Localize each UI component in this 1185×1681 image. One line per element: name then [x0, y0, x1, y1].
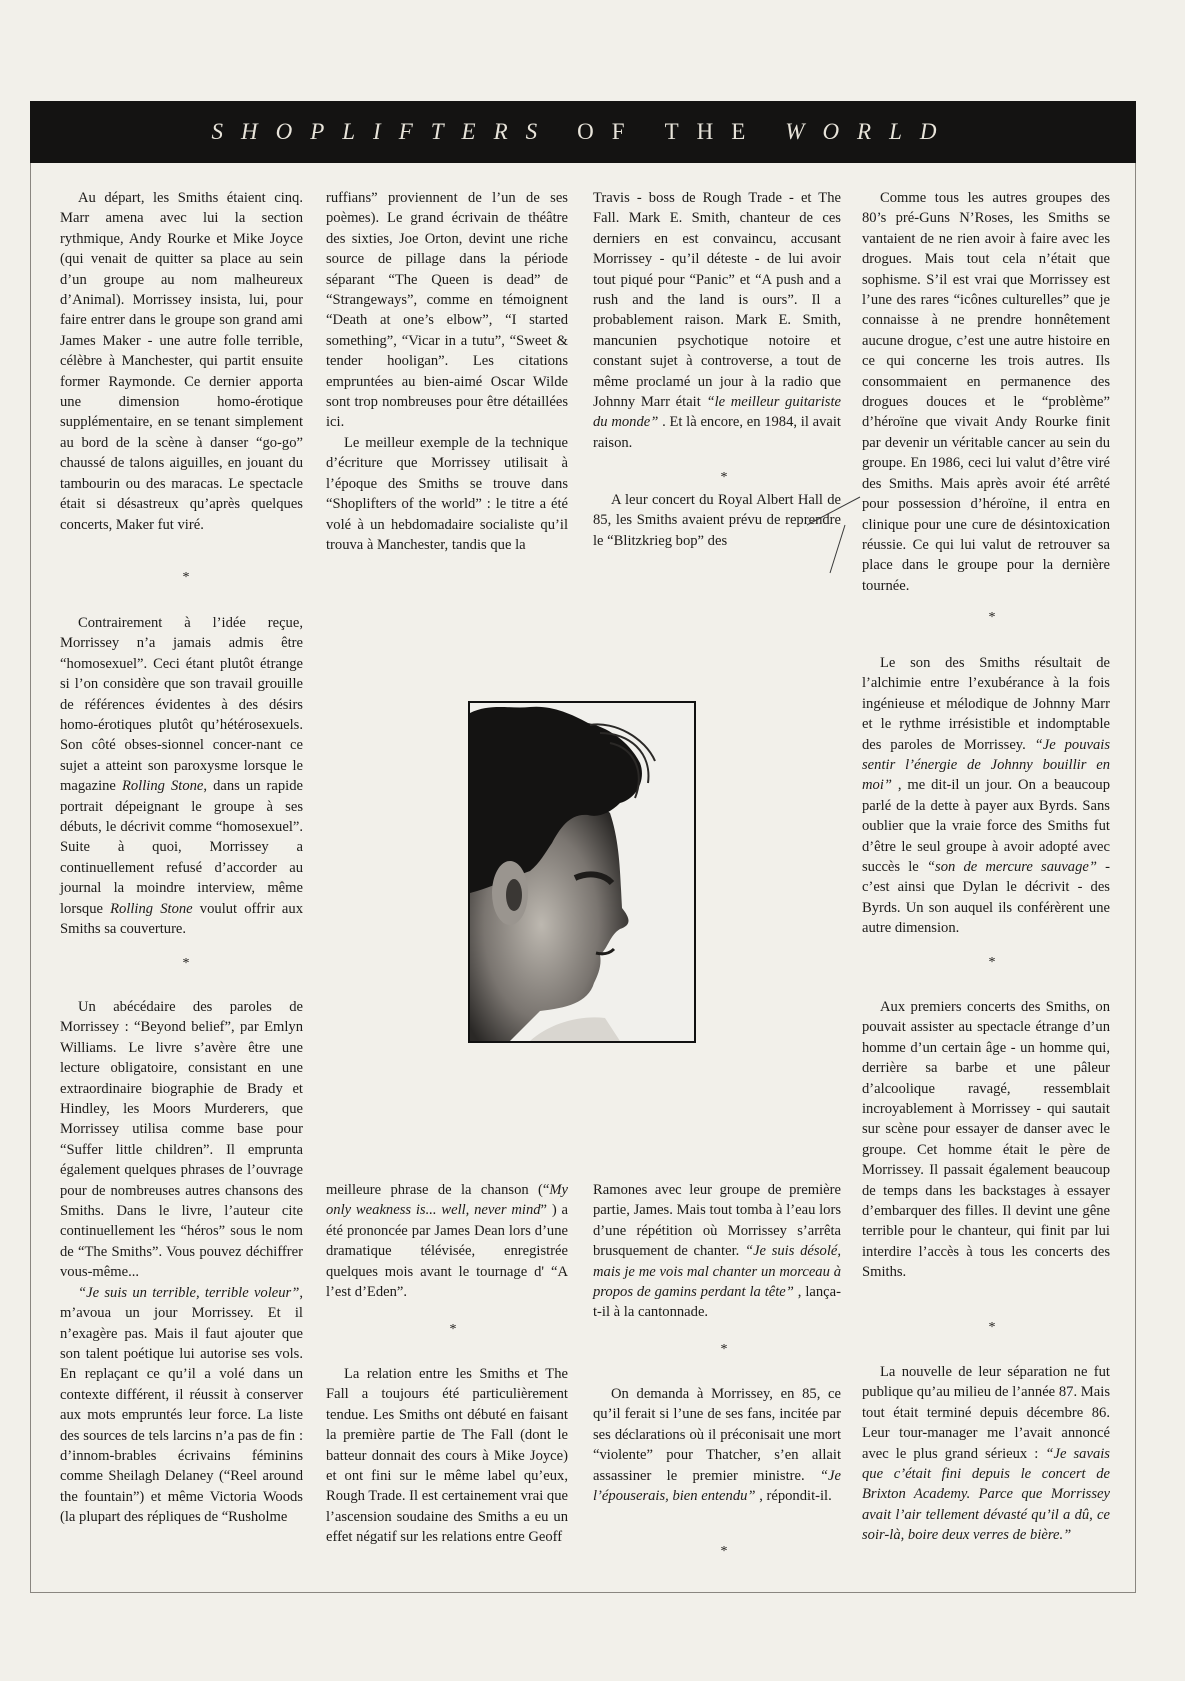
separator-star: *	[720, 1544, 728, 1559]
col3-paragraph-3	[593, 1180, 841, 1323]
paragraph-text: La relation entre les Smiths et The Fall a toujours été particulièrement tendue. Les Smiths ont débuté en faisant la première partie de The Fall (dont le batteur donnait des cours à Mike Joyce) et ont fini sur le même label qu’eux, Rough Trade. Il est certainement vrai que l’ascension soudaine des Smiths a eu un effet négatif sur les relations entre Geoff	[326, 1366, 568, 1546]
paragraph-text	[862, 653, 1110, 939]
text-run: On demanda à Morrissey, en 85, ce qu’il ferait si l’une de ses fans, incitée par ses déclarations où il préconisait une mort “violente” pour Thatcher, s’en allait assassiner le premier ministre.	[593, 1386, 841, 1484]
col1-paragraph-1	[60, 188, 303, 535]
text-run: Travis - boss de Rough Trade - et The Fall. Mark E. Smith, chanteur de ces derniers en est convaincu, accusant Morrissey - qu’il déteste - de lui avoir tout piqué pour “Panic” et “A push and a rush and the land is ours”. Il a probablement raison. Mark E. Smith, mancunien psychotique notoire et constant sujet à controverse, a tout de même proclamé un jour à la radio que Johnny Marr était	[593, 190, 841, 411]
text-run: Le son des Smiths résultait de l’alchimie entre l’exubérance à la fois ingénieuse et mélodique de Johnny Marr et le rythme irrésistible et indomptable des paroles de Morrissey.	[862, 655, 1110, 753]
title-word-3: THE	[664, 119, 764, 144]
article-title	[211, 119, 954, 145]
col3-paragraph-4	[593, 1384, 841, 1506]
quote: “Je pouvais sentir l’énergie de Johnny bouillir en moi”	[862, 736, 1110, 794]
paragraph-text	[326, 1180, 568, 1302]
portrait-image	[470, 703, 694, 1041]
title-word-2: OF	[577, 119, 643, 144]
col2-paragraph-4	[326, 1364, 568, 1548]
quote: “Je savais que c’était fini depuis le concert de Brixton Academy. Parce que Morrissey avait l’air tellement dévasté qu’il a dû, ce soir-là, boire deux verres de bière.”	[862, 1445, 1110, 1544]
separator-star: *	[182, 570, 190, 585]
col1-paragraph-2	[60, 613, 303, 940]
header-band	[30, 101, 1136, 163]
separator-star: *	[720, 1342, 728, 1357]
text-run: meilleure phrase de la chanson (“	[326, 1182, 550, 1198]
paragraph-text	[593, 1180, 841, 1323]
paragraph-text: Aux premiers concerts des Smiths, on pouvait assister au spectacle étrange d’un homme d’un certain âge - un homme qui, derrière sa barbe et une pâleur d’alcoolique ravagé, ressemblait incroyablement à Morrissey - qui sautait sur scène pour essayer de danser avec le groupe. Cet homme était le père de Morrissey. Il passait également beaucoup de temps dans les backstages à essayer d’embarquer des filles. Il devint une gêne terrible pour le chanteur, qui finit par lui interdire l’accès à tous les concerts des Smiths.	[862, 999, 1110, 1281]
magazine-name: Rolling Stone	[121, 778, 204, 795]
col4-paragraph-3	[862, 997, 1110, 1283]
separator-star: *	[988, 955, 996, 970]
text-run: , m’avoua un jour Morrissey. Et il n’exagère pas. Mais il faut ajouter que son talent poétique lui autorise ses vols. En replaçant ce qu’il a volé dans un contexte différent, il réussit à conserver aux mots empruntés leur force. La liste des sources de tels larcins n’a pas de fin : d’innom-brables écrivains féminins comme Sheilagh Delaney (“Reel around the fountain”) et même Victoria Woods (la plupart des répliques de “Rusholme	[60, 1284, 303, 1526]
separator-star: *	[449, 1322, 457, 1337]
text-run: Ramones avec leur groupe de première partie, James. Mais tout tomba à l’eau lors d’une répétition où Morrissey s’arrêta brusquement de chanter.	[593, 1182, 841, 1260]
col3-paragraph-1	[593, 188, 841, 453]
quote: “son de mercure sauvage”	[926, 859, 1097, 876]
col3-paragraph-2	[593, 490, 841, 551]
separator-star: *	[988, 1320, 996, 1335]
text-run: , me dit-il un jour. On a beaucoup parlé de la dette à payer aux Byrds. Sans oublier que la vraie force des Smiths fut d’être le seul groupe à avoir adopté avec succès le	[862, 777, 1110, 876]
col4-paragraph-4	[862, 1362, 1110, 1546]
quote: My only weakness is... well, never mind	[326, 1182, 568, 1219]
col2-paragraph-3	[326, 1180, 568, 1302]
paragraph-text: Comme tous les autres groupes des 80’s pré-Guns N’Roses, les Smiths se vantaient de ne rien avoir à faire avec les drogues. Mais tout cela n’était que sophisme. S’il est vrai que Morrissey est l’une des rares “icônes culturelles” que je connaisse à ne prendre honnêtement aucune drogue, c’est une autre histoire en ce qui concerne les trois autres. Ils consommaient en permanence des drogues douces et le “problème” d’héroïne que vivait Andy Rourke finit par devenir un véritable cancer au sein du groupe. En 1986, ceci lui valut d’être viré des Smiths. Mais après avoir été arrêté pour possession d’héroïne, il entra en clinique pour une cure de désintoxication réussie. Ce qui lui valut de retrouver sa place dans le groupe pour la dernière tournée.	[862, 190, 1110, 594]
text-run: Contrairement à l’idée reçue, Morrissey n’a jamais admis être “homosexuel”. Ceci étant plutôt étrange si l’on considère que son travail grouille de références évidentes à des désirs homo-érotiques plutôt qu’hétérosexuels. Son côté obses-sionnel concer-nant ce sujet a atteint son paroxysme lorsque le magazine	[60, 615, 303, 795]
magazine-name: Rolling Stone	[110, 900, 193, 917]
paragraph-text	[60, 1283, 303, 1528]
paragraph-text: A leur concert du Royal Albert Hall de 85, les Smiths avaient prévu de reprendre le “Blitzkrieg bop” des	[593, 492, 841, 549]
text-run: , lança-t-il à la cantonnade.	[593, 1284, 842, 1321]
col2-paragraph-1	[326, 188, 568, 555]
text-run: - c’est ainsi que Dylan le décrivit - des Byrds. Un son auquel ils conférèrent une autre dimension.	[862, 859, 1110, 937]
text-run: . Et là encore, en 1984, il avait raison.	[593, 414, 841, 451]
col4-paragraph-2	[862, 653, 1110, 939]
portrait-photo	[468, 701, 696, 1043]
col1-paragraph-3	[60, 997, 303, 1528]
paragraph-text: Au départ, les Smiths étaient cinq. Marr amena avec lui la section rythmique, Andy Rourke et Mike Joyce (qui venait de quitter sa place au sein d’un groupe au nom malheureux d’Animal). Morrissey insista, lui, pour faire entrer dans le groupe son grand ami James Maker - une autre folle terrible, célèbre à Manchester, qui partit ensuite former Raymonde. Ce dernier apporta une dimension homo-érotique supplémentaire, en se tenant simplement au bord de la scène à danser “go-go” chaussé de talons aiguilles, en jouant du tambourin ou des maracas. Le spectacle était si désastreux qu’après quelques concerts, Maker fut viré.	[60, 190, 303, 533]
pen-stroke-mark	[805, 495, 865, 575]
separator-star: *	[182, 956, 190, 971]
text-run: voulut offrir aux Smiths sa couverture.	[60, 900, 303, 938]
col4-paragraph-1	[862, 188, 1110, 596]
separator-star: *	[720, 470, 728, 485]
paragraph-text: ruffians” proviennent de l’un de ses poèmes). Le grand écrivain de théâtre des sixties, Joe Orton, devint une riche source de pillage dans la période séparant “The Queen is dead” de “Strangeways”, comme en témoignent “Death at one’s elbow”, “I started something”, “Vicar in a tutu”, “Sweet & tender hooligan”. Les citations empruntées au bien-aimé Oscar Wilde sont trop nombreuses pour être détaillées ici.	[326, 190, 568, 431]
paragraph-text	[60, 613, 303, 940]
text-run: , répondit-il.	[755, 1488, 832, 1505]
separator-star: *	[988, 610, 996, 625]
paragraph-text: Le meilleur exemple de la technique d’écriture que Morrissey utilisait à l’époque des Smiths se trouve dans “Shoplifters of the world” : le titre a été volé à un hebdomadaire socialiste qu’il trouva à Manchester, tandis que la	[326, 434, 568, 553]
title-word-4: WORLD	[785, 119, 955, 144]
paragraph-text	[593, 188, 841, 453]
quote: “Je suis désolé, mais je me vois mal chanter un morceau à propos de gamins perdant la tête”	[593, 1243, 841, 1301]
text-run: , dans un rapide portrait dépeignant le groupe à ses débuts, le décrivit comme “homosexuel”. Suite à quoi, Morrissey a continuellement refusé d’accorder au journal la moindre interview, même lorsque	[60, 778, 303, 917]
quote: “le meilleur guitariste du monde”	[593, 394, 842, 431]
title-word-1: SHOPLIFTERS	[211, 119, 556, 144]
quote: “Je l’épouserais, bien entendu”	[593, 1467, 841, 1505]
quote: “Je suis un terrible, terrible voleur”	[78, 1284, 300, 1301]
text-run: ” ) a été prononcée par James Dean lors d’une dramatique télévisée, enregistrée quelques mois avant le tournage d' “A l’est d’Eden”.	[326, 1202, 568, 1301]
paragraph-text	[862, 1362, 1110, 1546]
paragraph-text	[593, 1384, 841, 1506]
paragraph-text: Un abécédaire des paroles de Morrissey : “Beyond belief”, par Emlyn Williams. Le livre s’avère être une lecture obligatoire, consistant en une extraordinaire biographie de Brady et Hindley, les Moors Murderers, que Morrissey utilisa comme base pour “Suffer little children”. Il emprunta également quelques phrases de l’ouvrage pour de nombreuses autres chansons des Smiths. Dans le livre, l’auteur cite continuellement les “héros” sous le nom de “The Smiths”. Vous pouvez déchiffrer vous-même...	[60, 999, 303, 1281]
text-run: La nouvelle de leur séparation ne fut publique qu’au milieu de l’année 87. Mais tout était terminé depuis décembre 86. Leur tour-manager me l’avait annoncé avec le plus grand sérieux :	[862, 1364, 1110, 1462]
